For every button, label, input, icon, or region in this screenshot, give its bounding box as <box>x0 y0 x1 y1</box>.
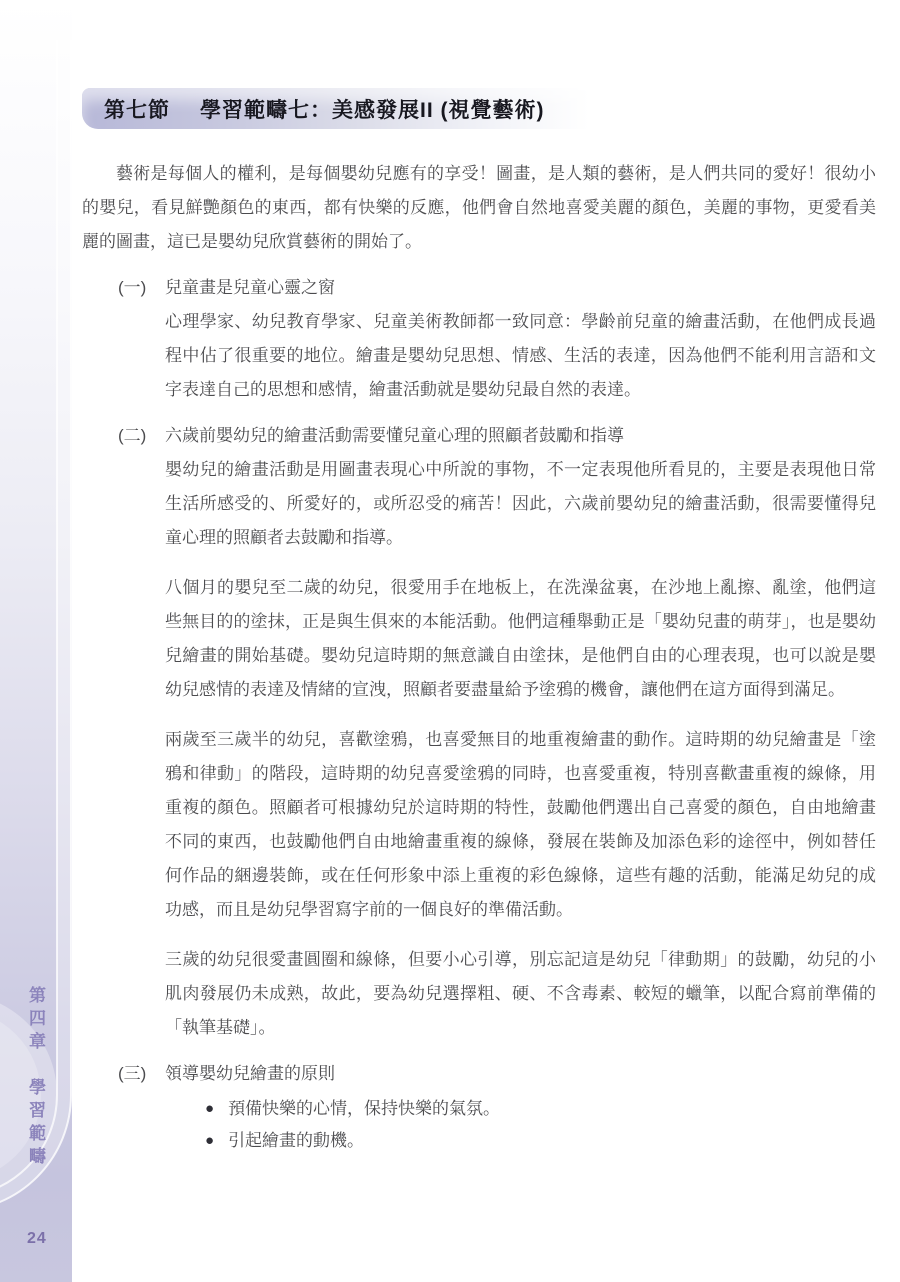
section-1 <box>82 271 876 407</box>
main-content <box>82 88 900 1157</box>
section-number: 第七節 <box>104 98 170 122</box>
section-2-label: (二) <box>118 426 147 445</box>
section-3-label: (三) <box>118 1064 147 1083</box>
list-item-text: 引起繪畫的動機。 <box>228 1131 365 1150</box>
principles-list <box>165 1093 876 1157</box>
section-3 <box>82 1057 876 1157</box>
section-2-paragraph: 嬰幼兒的繪畫活動是用圖畫表現心中所說的事物，不一定表現他所看見的，主要是表現他日常生活所感受的、所愛好的，或所忍受的痛苦！因此，六歲前嬰幼兒的繪畫活動，很需要懂得兒童心理的照顧者去鼓勵和指導。 <box>165 460 876 547</box>
section-1-label: (一) <box>118 278 147 297</box>
chapter-vertical-label: 第四章 <box>26 986 45 1055</box>
book-section-vertical-label: 學習範疇 <box>26 1078 45 1170</box>
page-title: 學習範疇七：美感發展II (視覺藝術) <box>200 98 545 122</box>
section-2-heading: 六歲前嬰幼兒的繪畫活動需要懂兒童心理的照顧者鼓勵和指導 <box>165 426 624 445</box>
section-2-paragraph: 兩歲至三歲半的幼兒，喜歡塗鴉，也喜愛無目的地重複繪畫的動作。這時期的幼兒繪畫是「塗鴉和律動」的階段，這時期的幼兒喜愛塗鴉的同時，也喜愛重複，特別喜歡畫重複的線條，用重複的顏色。照顧者可根據幼兒於這時期的特性，鼓勵他們選出自己喜愛的顏色，自由地繪畫不同的東西，也鼓勵他們自由地繪畫重複的線條，發展在裝飾及加添色彩的途徑中，例如替任何作品的綑邊裝飾，或在任何形象中添上重複的彩色線條，這些有趣的活動，能滿足幼兒的成功感，而且是幼兒學習寫字前的一個良好的準備活動。 <box>165 730 876 919</box>
intro-paragraph: 藝術是每個人的權利，是每個嬰幼兒應有的享受！圖畫，是人類的藝術，是人們共同的愛好！很幼小的嬰兒，看見鮮艷顏色的東西，都有快樂的反應，他們會自然地喜愛美麗的顏色，美麗的事物，更愛看美麗的圖畫，這已是嬰幼兒欣賞藝術的開始了。 <box>82 164 876 251</box>
list-item <box>165 1093 876 1125</box>
section-header-bar <box>82 88 900 129</box>
section-2-paragraph: 三歲的幼兒很愛畫圓圈和線條，但要小心引導，別忘記這是幼兒「律動期」的鼓勵，幼兒的小肌肉發展仍未成熟，故此，要為幼兒選擇粗、硬、不含毒素、較短的蠟筆，以配合寫前準備的「執筆基礎」。 <box>165 950 876 1037</box>
section-2-paragraph: 八個月的嬰兒至二歲的幼兒，很愛用手在地板上，在洗澡盆裏，在沙地上亂擦、亂塗，他們這些無目的的塗抹，正是與生俱來的本能活動。他們這種舉動正是「嬰幼兒畫的萌芽」，也是嬰幼兒繪畫的開始基礎。嬰幼兒這時期的無意識自由塗抹，是他們自由的心理表現，也可以說是嬰幼兒感情的表達及情緒的宣洩，照顧者要盡量給予塗鴉的機會，讓他們在這方面得到滿足。 <box>165 578 876 699</box>
sidebar <box>0 0 72 1282</box>
list-item <box>165 1125 876 1157</box>
list-item-text: 預備快樂的心情，保持快樂的氣氛。 <box>228 1099 501 1118</box>
section-2 <box>82 419 876 1045</box>
page-number: 24 <box>27 1230 47 1247</box>
section-3-heading: 領導嬰幼兒繪畫的原則 <box>165 1064 335 1083</box>
section-1-paragraph: 心理學家、幼兒教育學家、兒童美術教師都一致同意：學齡前兒童的繪畫活動，在他們成長過程中佔了很重要的地位。繪畫是嬰幼兒思想、情感、生活的表達，因為他們不能利用言語和文字表達自己的思想和感情，繪畫活動就是嬰幼兒最自然的表達。 <box>165 312 876 399</box>
section-1-heading: 兒童畫是兒童心靈之窗 <box>165 278 335 297</box>
bullet-icon: ● <box>205 1132 215 1149</box>
bullet-icon: ● <box>205 1100 215 1117</box>
